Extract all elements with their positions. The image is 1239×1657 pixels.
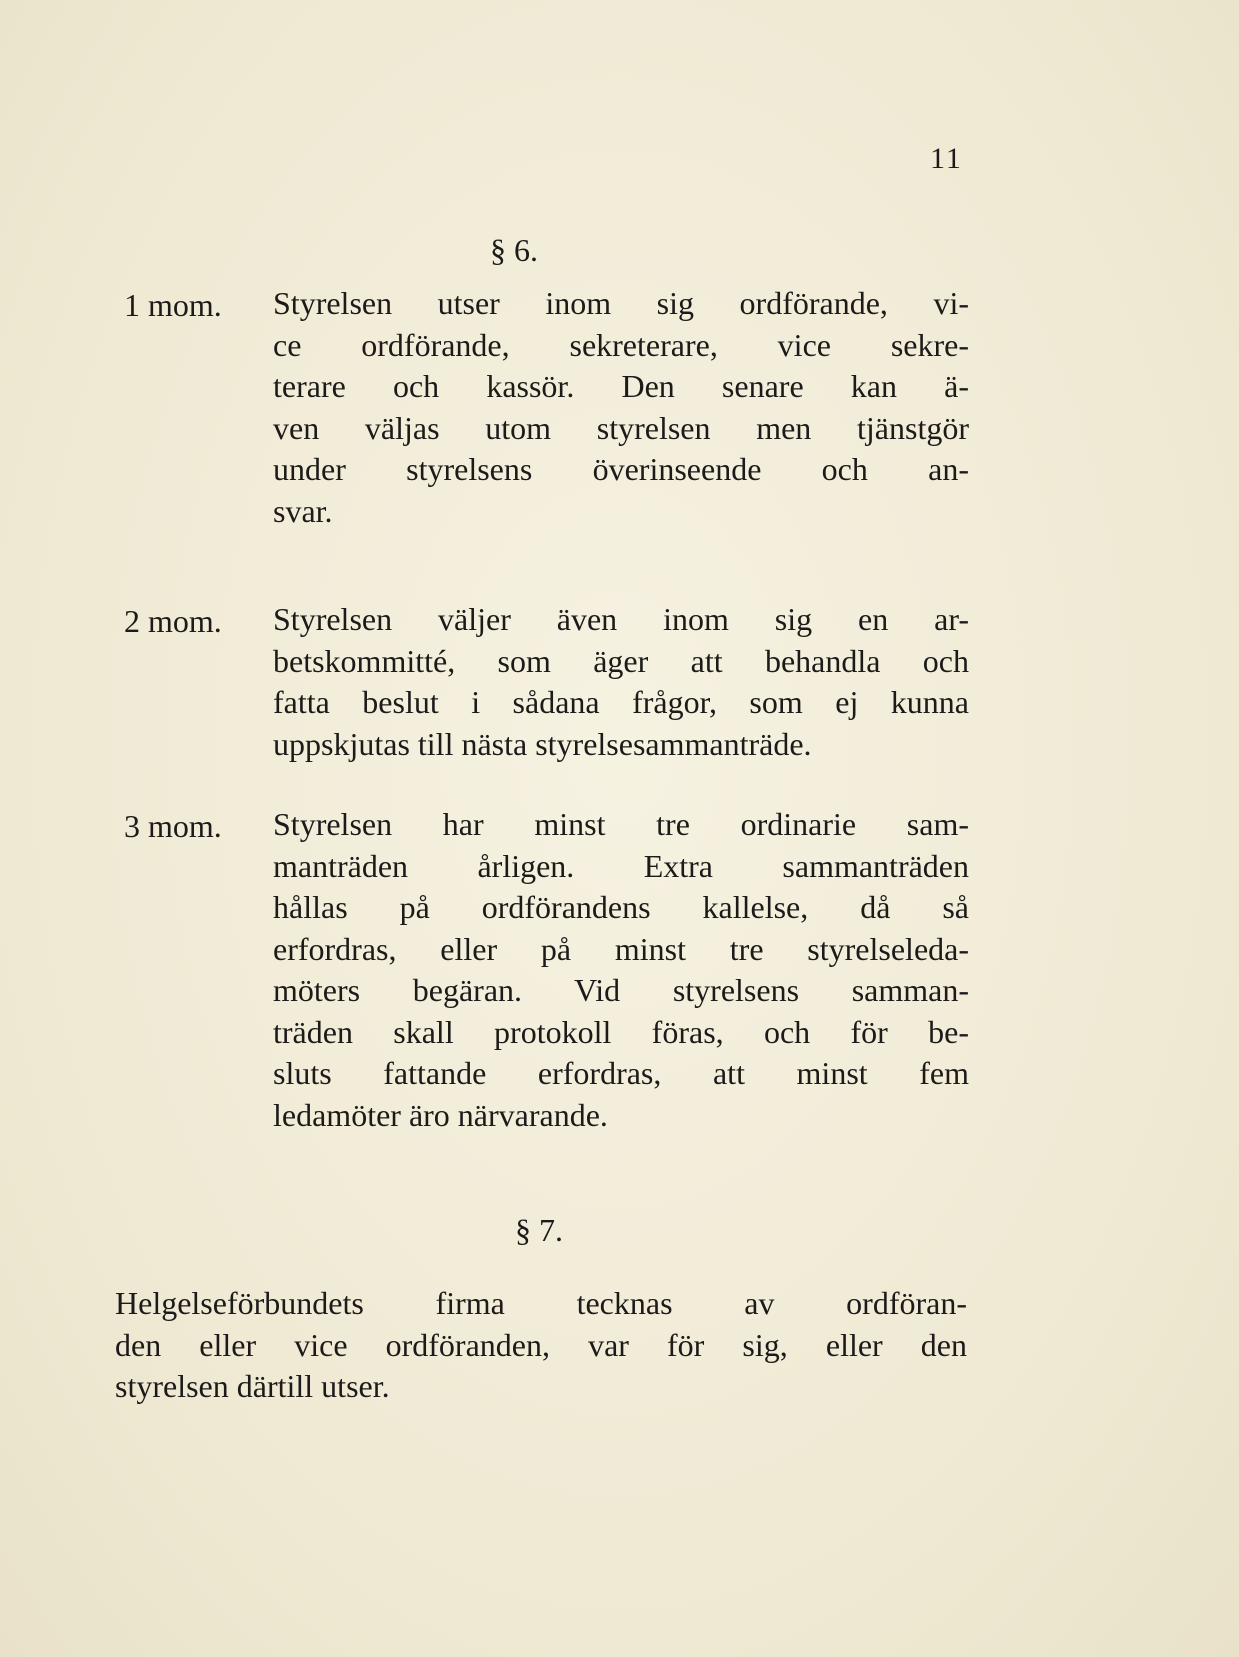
text-line: fatta beslut i sådana frågor, som ej kunna [273, 684, 969, 720]
text-line: Helgelseförbundets firma tecknas av ordföran- [115, 1285, 967, 1321]
text-line: styrelsen därtill utser. [115, 1368, 390, 1404]
text-line: ledamöter äro närvarande. [273, 1096, 608, 1133]
mom-body-2 [273, 599, 969, 765]
text-line: hållas på ordförandens kallelse, då så [273, 889, 969, 925]
mom-label-1: 1 mom. [124, 287, 222, 323]
text-line: Styrelsen utser inom sig ordförande, vi- [273, 285, 969, 321]
mom-label-2: 2 mom. [124, 603, 222, 639]
text-line: terare och kassör. Den senare kan ä- [273, 368, 969, 404]
mom-label-3: 3 mom. [124, 808, 222, 844]
text-line: uppskjutas till nästa styrelsesammanträde. [273, 725, 812, 762]
section-heading-7: § 7. [515, 1212, 563, 1248]
section-heading-6: § 6. [490, 232, 538, 268]
text-line: möters begäran. Vid styrelsens samman- [273, 972, 969, 1008]
text-line: svar. [273, 492, 333, 529]
mom-body-3 [273, 804, 969, 1136]
mom-body-1 [273, 283, 969, 532]
text-line: under styrelsens överinseende och an- [273, 451, 969, 487]
text-line: erfordras, eller på minst tre styrelseleda- [273, 930, 969, 967]
text-line: manträden årligen. Extra sammanträden [273, 847, 969, 884]
text-line: betskommitté, som äger att behandla och [273, 642, 969, 679]
text-line: sluts fattande erfordras, att minst fem [273, 1055, 969, 1091]
text-line: den eller vice ordföranden, var för sig, eller den [115, 1326, 967, 1363]
text-line: ce ordförande, sekreterare, vice sekre- [273, 326, 969, 363]
text-line: Styrelsen väljer även inom sig en ar- [273, 601, 969, 637]
section-7-paragraph [115, 1283, 967, 1408]
page-number: 11 [930, 142, 963, 175]
text-line: träden skall protokoll föras, och för be- [273, 1013, 969, 1050]
text-line: ven väljas utom styrelsen men tjänstgör [273, 409, 969, 446]
text-line: Styrelsen har minst tre ordinarie sam- [273, 806, 969, 842]
